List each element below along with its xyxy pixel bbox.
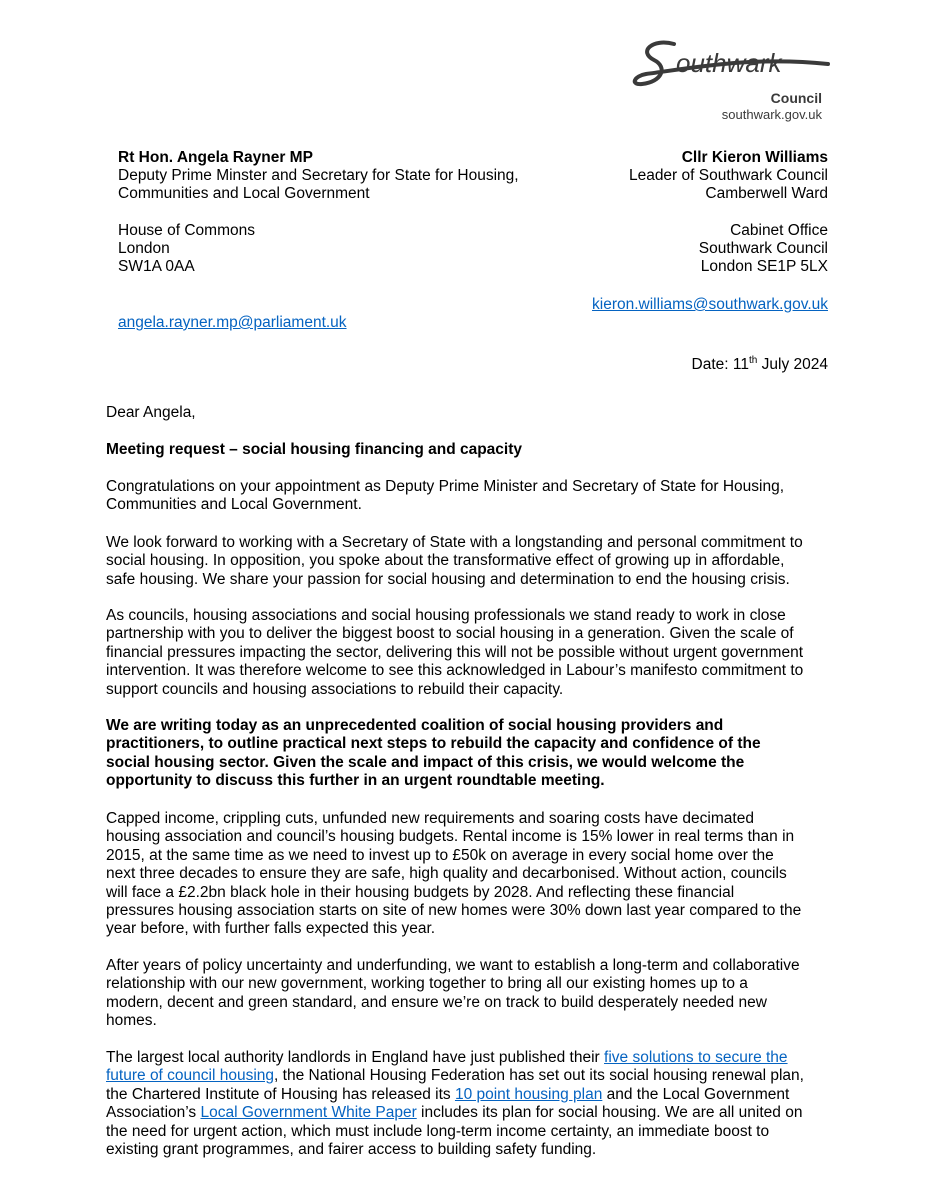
logo-url-text: southwark.gov.uk: [721, 107, 822, 122]
southwark-swoosh-logo-graphic: [632, 34, 832, 94]
paragraph-line: intervention. It was therefore welcome to see this acknowledged in Labour’s manifesto commitment to: [106, 662, 804, 680]
text-segment: the Chartered Institute of Housing has released its: [106, 1085, 455, 1103]
recipient-email-link[interactable]: angela.rayner.mp@parliament.uk: [118, 314, 347, 331]
salutation: Dear Angela,: [106, 404, 196, 421]
paragraph-line: opportunity to discuss this further in an urgent roundtable meeting.: [106, 772, 605, 790]
recipient-name: Rt Hon. Angela Rayner MP: [118, 149, 313, 166]
recipient-address-line2: London: [118, 240, 170, 257]
paragraph-line: After years of policy uncertainty and underfunding, we want to establish a long-term and collaborative: [106, 957, 800, 974]
text-segment: and the Local Government: [602, 1085, 790, 1103]
paragraph-line: practitioners, to outline practical next steps to rebuild the capacity and confidence of the: [106, 735, 761, 753]
paragraph-line: safe housing. We share your passion for social housing and determination to end the housing crisis.: [106, 570, 790, 588]
sender-ward: Camberwell Ward: [705, 185, 828, 202]
paragraph-line: the need for urgent action, which must include long-term income certainty, an immediate boost to: [106, 1122, 770, 1140]
recipient-title-line1: Deputy Prime Minster and Secretary for State for Housing,: [118, 167, 519, 184]
recipient-address-line1: House of Commons: [118, 222, 255, 239]
paragraph-line: Communities and Local Government.: [106, 496, 362, 514]
date-prefix: Date: 11: [691, 356, 749, 374]
paragraph-line: As councils, housing associations and social housing professionals we stand ready to work in close: [106, 607, 786, 624]
paragraph-line: year before, with further falls expected this year.: [106, 920, 436, 938]
text-segment: Association’s: [106, 1104, 201, 1122]
sender-address-line3: London SE1P 5LX: [700, 258, 828, 275]
text-segment: The largest local authority landlords in England have just published their: [106, 1049, 605, 1066]
paragraph-line: We are writing today as an unprecedented coalition of social housing providers and: [106, 717, 724, 734]
paragraph-partnership: [106, 607, 836, 699]
paragraph-long-term-relationship: [106, 957, 836, 1031]
sender-address-line1: Cabinet Office: [730, 222, 828, 239]
five-solutions-link-continued[interactable]: future of council housing: [106, 1067, 275, 1085]
recipient-title-line2: Communities and Local Government: [118, 185, 370, 202]
ten-point-housing-plan-link[interactable]: 10 point housing plan: [454, 1085, 603, 1103]
subject-line: Meeting request – social housing financing and capacity: [106, 441, 523, 458]
svg-text:outhwark: outhwark: [676, 48, 782, 78]
five-solutions-link[interactable]: five solutions to secure the: [604, 1049, 788, 1066]
paragraph-line: homes.: [106, 1012, 157, 1030]
paragraph-line: existing grant programmes, and fairer access to building safety funding.: [106, 1141, 597, 1159]
paragraph-line: 2015, at the same time as we need to invest up to £50k on average in every social home over the: [106, 846, 774, 864]
paragraph-coalition-request: [106, 717, 836, 791]
sender-address-line2: Southwark Council: [698, 240, 828, 257]
letter-date: [692, 352, 828, 374]
paragraph-congratulations: [106, 478, 836, 515]
paragraph-line: financial pressures impacting the sector, delivering this will not be possible without urgent government: [106, 643, 804, 661]
paragraph-line: social housing sector. Given the scale and impact of this crisis, we would welcome the: [106, 753, 745, 771]
southwark-council-logo: [632, 34, 832, 126]
paragraph-line: Capped income, crippling cuts, unfunded new requirements and soaring costs have decimated: [106, 810, 754, 827]
paragraph-line: next three decades to ensure they are safe, high quality and decarbonised. Without action, councils: [106, 865, 787, 883]
paragraph-line: pressures housing association starts on site of new homes were 30% down last year compared to the: [106, 902, 802, 920]
paragraph-line: partnership with you to deliver the biggest boost to social housing in a generation. Given the scale of: [106, 625, 794, 643]
paragraph-line: will face a £2.2bn black hole in their housing budgets by 2028. And reflecting these financial: [106, 883, 735, 901]
sender-name: Cllr Kieron Williams: [681, 149, 828, 166]
paragraph-line: support councils and housing associations to rebuild their capacity.: [106, 680, 564, 698]
paragraph-line: [106, 1067, 836, 1085]
paragraph-line: We look forward to working with a Secretary of State with a longstanding and personal commitment to: [106, 534, 803, 551]
date-ordinal-suffix: th: [748, 355, 758, 366]
recipient-address-line3: SW1A 0AA: [118, 258, 195, 275]
logo-council-text: Council: [770, 90, 822, 106]
sender-role: Leader of Southwark Council: [628, 167, 828, 184]
local-government-white-paper-link[interactable]: Local Government White Paper: [200, 1104, 417, 1122]
paragraph-commitment: [106, 534, 836, 589]
paragraph-financial-pressures: [106, 810, 836, 939]
text-segment: includes its plan for social housing. We are all united on: [416, 1104, 803, 1122]
paragraph-published-plans: [106, 1049, 836, 1159]
date-rest: July 2024: [757, 356, 828, 374]
sender-email-link[interactable]: kieron.williams@southwark.gov.uk: [592, 296, 828, 313]
paragraph-line: housing association and council’s housing budgets. Rental income is 15% lower in real terms than in: [106, 828, 795, 846]
paragraph-line: [106, 1086, 836, 1104]
paragraph-line: [106, 1104, 836, 1122]
paragraph-line: social housing. In opposition, you spoke about the transformative effect of growing up in affordable,: [106, 552, 785, 570]
paragraph-line: [106, 1049, 836, 1067]
paragraph-line: modern, decent and green standard, and ensure we’re on track to build desperately needed new: [106, 993, 767, 1011]
paragraph-line: Congratulations on your appointment as Deputy Prime Minister and Secretary of State for Housing,: [106, 478, 785, 495]
text-segment: , the National Housing Federation has set out its social housing renewal plan,: [274, 1067, 804, 1085]
paragraph-line: relationship with our new government, working together to bring all our existing homes up to a: [106, 975, 748, 993]
